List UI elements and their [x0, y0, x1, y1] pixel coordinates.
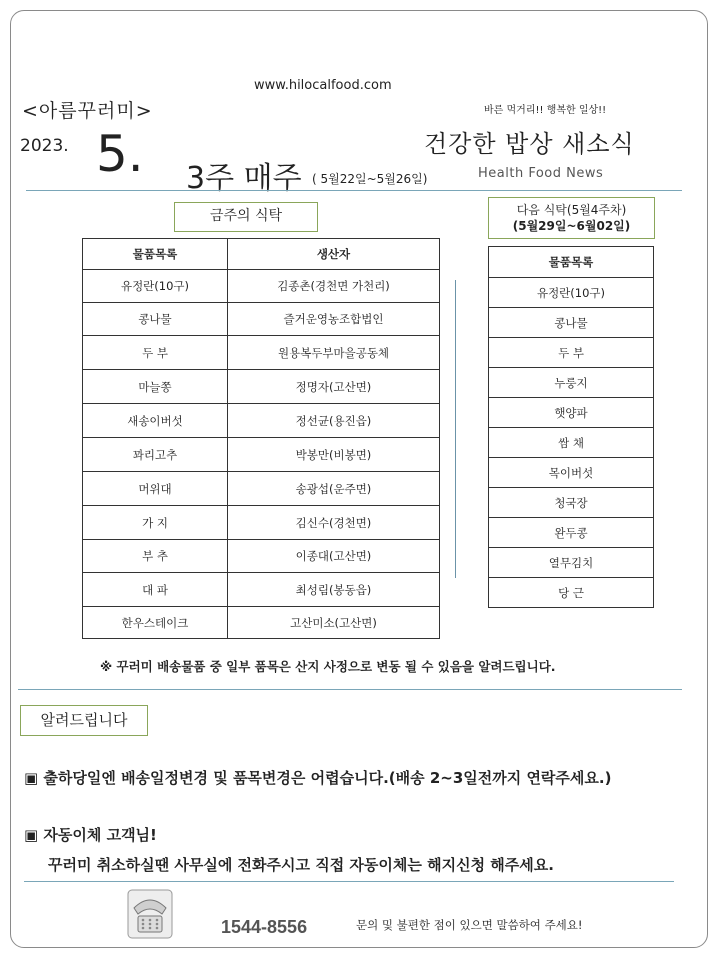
- producer-name: 원용복두부마을공동체: [228, 336, 440, 370]
- list-item: [489, 578, 654, 608]
- producer-name: 최성림(봉동읍): [228, 573, 440, 607]
- notice-title: 알려드립니다: [40, 711, 128, 729]
- next-item-name: 목이버섯: [489, 458, 654, 488]
- section-divider: [18, 689, 682, 690]
- producer-name: 즐거운영농조합법인: [228, 303, 440, 336]
- producer-name: 김신수(경천면): [228, 506, 440, 540]
- producer-name: 고산미소(고산면): [228, 607, 440, 639]
- item-name: 마늘쫑: [83, 370, 228, 404]
- list-item: [489, 368, 654, 398]
- table-row: [83, 336, 440, 370]
- issue-year: 2023.: [20, 136, 69, 156]
- producer-name: 정명자(고산면): [228, 370, 440, 404]
- item-name: 가 지: [83, 506, 228, 540]
- list-item: [489, 398, 654, 428]
- change-notice: ※ 꾸러미 배송물품 중 일부 품목은 산지 사정으로 변동 될 수 있음을 알려드립니다.: [100, 659, 556, 674]
- slogan: 바른 먹거리!! 행복한 일상!!: [484, 105, 607, 116]
- item-name: 새송이버섯: [83, 404, 228, 438]
- next-item-name: 두 부: [489, 338, 654, 368]
- next-item-name: 누룽지: [489, 368, 654, 398]
- producer-name: 박봉만(비봉면): [228, 438, 440, 472]
- next-item-name: 햇양파: [489, 398, 654, 428]
- column-header-producer: 생산자: [228, 239, 440, 270]
- list-item: [489, 548, 654, 578]
- this-week-title: 금주의 식탁: [209, 208, 283, 224]
- item-name: 대 파: [83, 573, 228, 607]
- list-item: [489, 518, 654, 548]
- item-name: 두 부: [83, 336, 228, 370]
- next-item-name: 쌈 채: [489, 428, 654, 458]
- telephone-icon: [126, 888, 174, 940]
- table-header-row: [489, 247, 654, 278]
- table-row: [83, 303, 440, 336]
- inquiry-text: 문의 및 불편한 점이 있으면 말씀하여 주세요!: [356, 918, 583, 932]
- this-week-table: [82, 238, 440, 639]
- column-header-item: 물품목록: [489, 247, 654, 278]
- item-name: 부 추: [83, 540, 228, 573]
- next-item-name: 열무김치: [489, 548, 654, 578]
- next-item-name: 완두콩: [489, 518, 654, 548]
- table-row: [83, 370, 440, 404]
- notice-title-box: [20, 705, 148, 736]
- next-week-dates: (5월29일~6월02일): [512, 219, 631, 233]
- next-item-name: 유정란(10구): [489, 278, 654, 308]
- date-range: ( 5월22일~5월26일): [312, 172, 428, 186]
- item-name: 콩나물: [83, 303, 228, 336]
- footer-divider: [24, 881, 674, 882]
- this-week-title-box: [174, 202, 318, 232]
- item-name: 한우스테이크: [83, 607, 228, 639]
- brand-name: <아름꾸러미>: [22, 100, 153, 122]
- list-item: [489, 488, 654, 518]
- column-header-item: 물품목록: [83, 239, 228, 270]
- table-row: [83, 404, 440, 438]
- week-title: 3주 매주: [186, 161, 302, 196]
- next-week-title-box: [488, 197, 655, 239]
- table-row: [83, 472, 440, 506]
- newsletter-subtitle: Health Food News: [478, 166, 604, 181]
- producer-name: 이종대(고산면): [228, 540, 440, 573]
- table-row: [83, 506, 440, 540]
- next-item-name: 청국장: [489, 488, 654, 518]
- headline: 건강한 밥상 새소식: [424, 130, 635, 158]
- producer-name: 정선균(용진읍): [228, 404, 440, 438]
- item-name: 머위대: [83, 472, 228, 506]
- list-item: [489, 278, 654, 308]
- list-item: [489, 338, 654, 368]
- table-header-row: [83, 239, 440, 270]
- notice-item-delivery: ▣ 출하당일엔 배송일정변경 및 품목변경은 어렵습니다.(배송 2~3일전까지 연락주세요.): [24, 769, 612, 787]
- next-item-name: 콩나물: [489, 308, 654, 338]
- item-name: 꽈리고추: [83, 438, 228, 472]
- table-row: [83, 270, 440, 303]
- notice-item-autopay-body: 꾸러미 취소하실땐 사무실에 전화주시고 직접 자동이체는 해지신청 해주세요.: [48, 856, 554, 874]
- producer-name: 송광섭(운주면): [228, 472, 440, 506]
- list-item: [489, 308, 654, 338]
- table-row: [83, 540, 440, 573]
- column-divider: [455, 280, 456, 578]
- issue-month: 5.: [96, 125, 144, 183]
- notice-item-autopay-title: ▣ 자동이체 고객님!: [24, 826, 157, 844]
- list-item: [489, 458, 654, 488]
- item-name: 유정란(10구): [83, 270, 228, 303]
- table-row: [83, 438, 440, 472]
- list-item: [489, 428, 654, 458]
- website-url: www.hilocalfood.com: [254, 78, 392, 93]
- phone-number: 1544-8556: [221, 917, 308, 937]
- table-row: [83, 607, 440, 639]
- next-week-title: 다음 식탁(5월4주차): [516, 203, 627, 217]
- producer-name: 김종촌(경천면 가천리): [228, 270, 440, 303]
- header-divider: [26, 190, 682, 191]
- next-item-name: 당 근: [489, 578, 654, 608]
- next-week-table: [488, 246, 654, 608]
- table-row: [83, 573, 440, 607]
